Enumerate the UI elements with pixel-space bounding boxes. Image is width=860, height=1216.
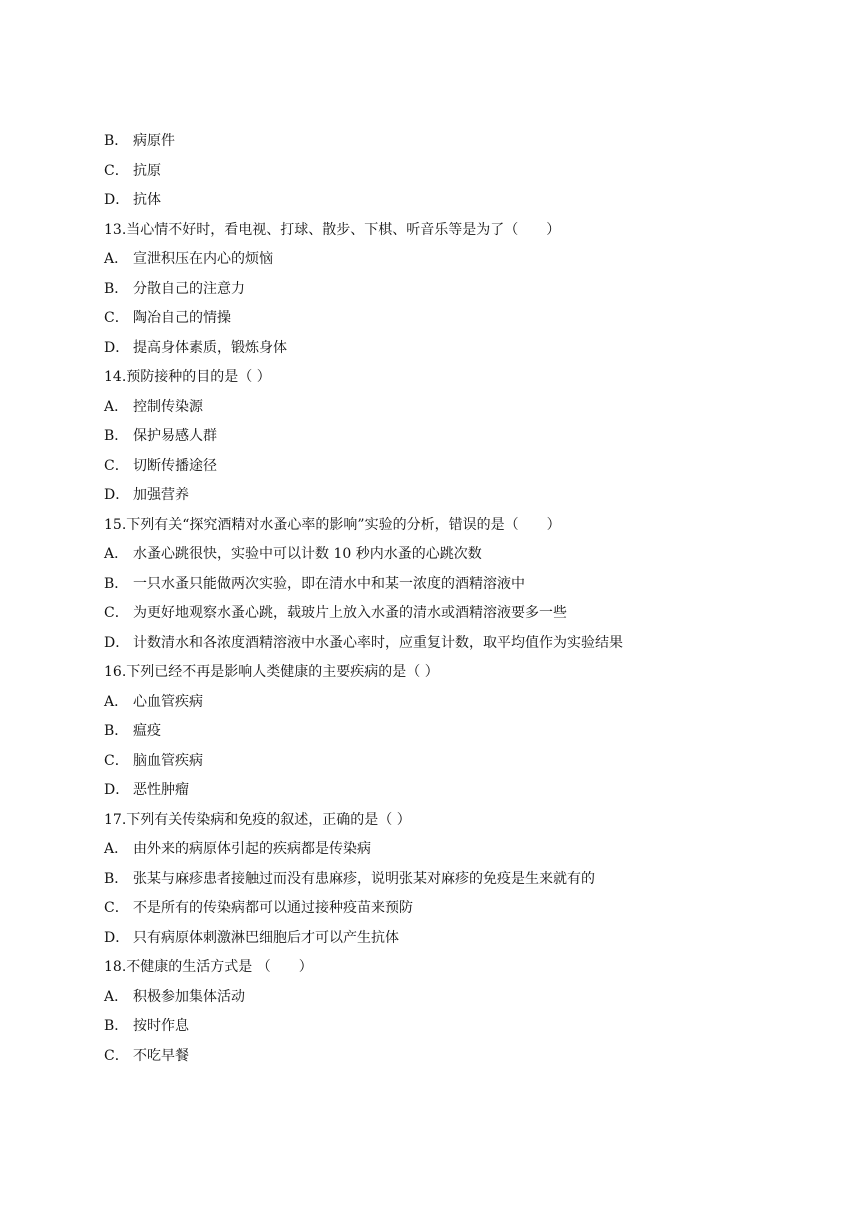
option-text: 瘟疫: [133, 723, 161, 739]
option-text: 陶冶自己的情操: [133, 310, 231, 326]
answer-option: [104, 865, 804, 895]
option-text: 由外来的病原体引起的疾病都是传染病: [133, 841, 371, 857]
answer-option: [104, 1012, 804, 1042]
option-text: 控制传染源: [133, 398, 203, 415]
answer-option: [104, 304, 804, 334]
option-letter: D．: [104, 339, 130, 356]
answer-option: [104, 481, 804, 511]
question-stem: 16.下列已经不再是影响人类健康的主要疾病的是（ ）: [104, 664, 439, 680]
option-text: 恶性肿瘤: [133, 782, 189, 798]
option-text: 脑血管疾病: [133, 752, 203, 769]
option-text: 为更好地观察水蚤心跳，载玻片上放入水蚤的清水或酒精溶液要多一些: [133, 605, 567, 621]
option-text: 只有病原体刺激淋巴细胞后才可以产生抗体: [133, 929, 399, 946]
option-letter: B．: [104, 575, 129, 592]
answer-option: [104, 924, 804, 954]
question-stem: 17.下列有关传染病和免疫的叙述，正确的是（ ）: [104, 811, 411, 828]
option-letter: C．: [104, 752, 129, 769]
option-letter: A．: [104, 693, 129, 710]
answer-option: [104, 127, 804, 157]
question-stem: 18.不健康的生活方式是 （ ）: [104, 959, 313, 975]
answer-option: [104, 245, 804, 275]
option-letter: D．: [104, 192, 130, 208]
option-letter: A．: [104, 988, 129, 1005]
option-text: 抗原: [133, 162, 161, 179]
answer-option: [104, 688, 804, 718]
option-letter: C．: [104, 900, 129, 916]
question-stem: 15.下列有关“探究酒精对水蚤心率的影响”实验的分析，错误的是（ ）: [104, 516, 561, 533]
answer-option: [104, 334, 804, 364]
option-text: 病原件: [133, 133, 175, 149]
answer-option: [104, 629, 804, 659]
option-letter: B．: [104, 428, 129, 444]
option-letter: B．: [104, 133, 129, 149]
question-list: [104, 127, 804, 1071]
option-letter: C．: [104, 310, 129, 326]
option-text: 不是所有的传染病都可以通过接种疫苗来预防: [133, 900, 413, 916]
answer-option: [104, 747, 804, 777]
option-letter: D．: [104, 634, 130, 651]
option-letter: D．: [104, 929, 130, 946]
option-letter: D．: [104, 487, 130, 503]
answer-option: [104, 186, 804, 216]
option-letter: B．: [104, 870, 129, 887]
option-text: 抗体: [133, 192, 161, 208]
option-letter: B．: [104, 280, 129, 297]
option-letter: A．: [104, 398, 129, 415]
option-text: 分散自己的注意力: [133, 280, 245, 297]
answer-option: [104, 452, 804, 482]
answer-option: [104, 894, 804, 924]
answer-option: [104, 835, 804, 865]
option-letter: B．: [104, 723, 129, 739]
answer-option: [104, 422, 804, 452]
option-text: 计数清水和各浓度酒精溶液中水蚤心率时，应重复计数，取平均值作为实验结果: [133, 634, 623, 651]
option-letter: C．: [104, 457, 129, 474]
option-letter: C．: [104, 605, 129, 621]
option-letter: A．: [104, 546, 129, 562]
option-text: 宣泄积压在内心的烦恼: [133, 251, 273, 267]
option-text: 心血管疾病: [133, 693, 203, 710]
option-letter: A．: [104, 841, 129, 857]
option-letter: C．: [104, 162, 129, 179]
option-text: 不吃早餐: [133, 1047, 189, 1064]
option-text: 提高身体素质，锻炼身体: [133, 339, 287, 356]
option-letter: A．: [104, 251, 129, 267]
option-text: 加强营养: [133, 487, 189, 503]
answer-option: [104, 776, 804, 806]
answer-option: [104, 570, 804, 600]
option-text: 切断传播途径: [133, 457, 217, 474]
option-letter: B．: [104, 1018, 129, 1034]
answer-option: [104, 540, 804, 570]
option-text: 张某与麻疹患者接触过而没有患麻疹，说明张某对麻疹的免疫是生来就有的: [133, 870, 595, 887]
answer-option: [104, 275, 804, 305]
answer-option: [104, 1042, 804, 1072]
answer-option: [104, 599, 804, 629]
option-letter: D．: [104, 782, 130, 798]
option-text: 水蚤心跳很快，实验中可以计数 10 秒内水蚤的心跳次数: [133, 546, 482, 562]
answer-option: [104, 717, 804, 747]
answer-option: [104, 393, 804, 423]
question-stem: 13.当心情不好时，看电视、打球、散步、下棋、听音乐等是为了（ ）: [104, 221, 561, 238]
option-letter: C．: [104, 1047, 129, 1064]
question-stem: 14.预防接种的目的是（ ）: [104, 369, 271, 385]
option-text: 保护易感人群: [133, 428, 217, 444]
option-text: 按时作息: [133, 1018, 189, 1034]
option-text: 积极参加集体活动: [133, 988, 245, 1005]
option-text: 一只水蚤只能做两次实验，即在清水中和某一浓度的酒精溶液中: [133, 575, 525, 592]
answer-option: [104, 157, 804, 187]
answer-option: [104, 983, 804, 1013]
